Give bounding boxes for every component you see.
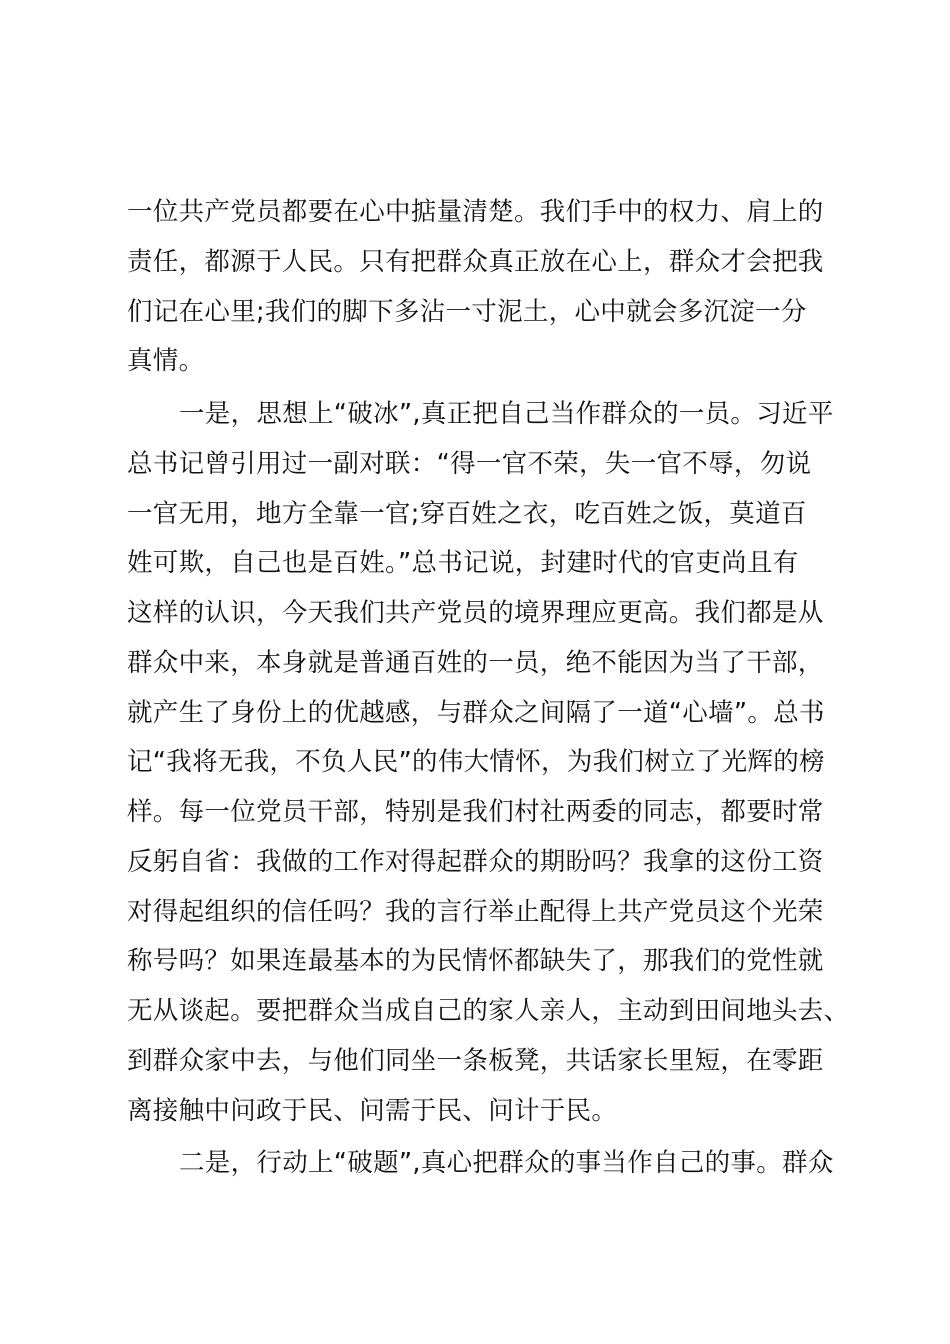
- text-line: 这样的认识，今天我们共产党员的境界理应更高。我们都是从: [127, 598, 824, 628]
- text-line: 无从谈起。要把群众当成自己的家人亲人，主动到田间地头去、: [127, 996, 850, 1026]
- text-line: 姓可欺，自己也是百姓。”总书记说，封建时代的官吏尚且有: [127, 548, 799, 579]
- text-line: 到群众家中去，与他们同坐一条板凳，共话家长里短，在零距: [127, 1045, 824, 1076]
- text-line: 离接触中问政于民、问需于民、问计于民。: [127, 1095, 618, 1126]
- text-line: 对得起组织的信任吗？我的言行举止配得上共产党员这个光荣: [127, 896, 824, 927]
- paragraph-3: [127, 1139, 847, 1189]
- paragraph-1: [127, 188, 847, 387]
- text-line: 一位共产党员都要在心中掂量清楚。我们手中的权力、肩上的: [127, 197, 824, 227]
- text-line: 二是，行动上“破题”,真心把群众的事当作自己的事。群众: [179, 1148, 834, 1179]
- paragraph-2: [127, 390, 850, 1136]
- text-line: 一官无用，地方全靠一官;穿百姓之衣，吃百姓之饭，莫道百: [127, 498, 807, 529]
- text-line: 反躬自省：我做的工作对得起群众的期盼吗？我拿的这份工资: [127, 846, 824, 877]
- text-line: 样。每一位党员干部，特别是我们村社两委的同志，都要时常: [127, 797, 824, 827]
- text-line: 总书记曾引用过一副对联：“得一官不荣，失一官不辱，勿说: [127, 448, 812, 479]
- document-page: [127, 188, 850, 1189]
- text-line: 一是，思想上“破冰”,真正把自己当作群众的一员。习近平: [179, 399, 834, 429]
- text-line: 就产生了身份上的优越感，与群众之间隔了一道“心墙”。总书: [127, 697, 825, 728]
- text-line: 记“我将无我，不负人民”的伟大情怀，为我们树立了光辉的榜: [127, 747, 825, 778]
- text-line: 责任，都源于人民。只有把群众真正放在心上，群众才会把我: [127, 246, 824, 277]
- text-line: 真情。: [127, 346, 205, 377]
- text-line: 群众中来，本身就是普通百姓的一员，绝不能因为当了干部，: [127, 647, 824, 678]
- text-line: 们记在心里;我们的脚下多沾一寸泥土，心中就会多沉淀一分: [127, 296, 807, 327]
- text-line: 称号吗？如果连最基本的为民情怀都缺失了，那我们的党性就: [127, 946, 824, 977]
